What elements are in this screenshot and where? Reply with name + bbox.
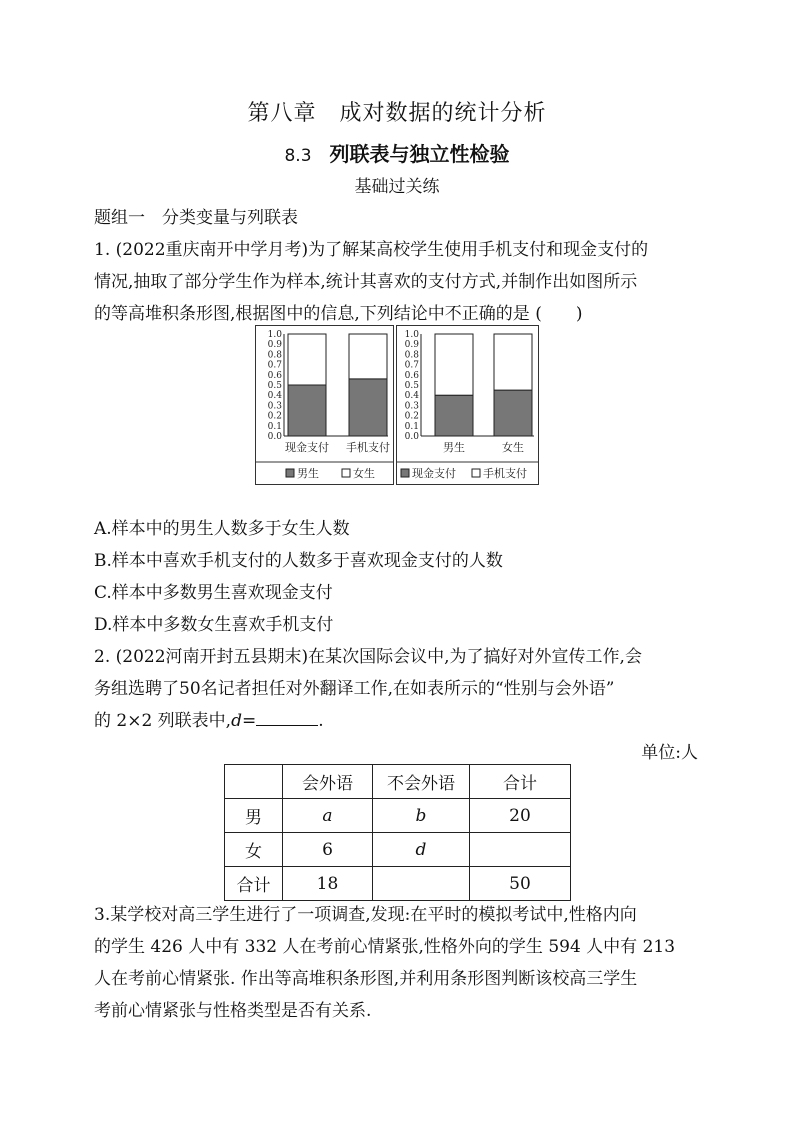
q3-line-4: 考前心情紧张与性格类型是否有关系. (94, 1001, 372, 1021)
q1-line-3-text: 的等高堆积条形图,根据图中的信息,下列结论中不正确的是 ( (94, 304, 542, 324)
q1-option-b: B.样本中喜欢手机支付的人数多于喜欢现金支付的人数 (94, 551, 503, 571)
y-tick-label: 0.8 (404, 350, 419, 361)
y-tick-label: 0.2 (267, 411, 282, 422)
y-tick-label: 0.4 (404, 391, 419, 402)
bar-segment (349, 334, 387, 379)
x-tick-label: 手机支付 (346, 441, 390, 454)
q1-line-3 (94, 299, 582, 324)
chapter-title: 第八章 成对数据的统计分析 (247, 101, 547, 126)
bar-segment (435, 334, 473, 395)
y-tick-label: 0.0 (404, 432, 419, 442)
q1-line-1: 1. (2022重庆南开中学月考)为了解某高校学生使用手机支付和现金支付的 (94, 240, 649, 260)
q2-line-3 (94, 706, 324, 731)
y-tick-label: 0.2 (404, 411, 419, 422)
bar-segment (349, 379, 387, 436)
table-row (225, 833, 571, 867)
table-cell: d (373, 833, 470, 867)
unit-label: 单位:人 (641, 743, 698, 763)
bar-segment (288, 334, 326, 385)
subtitle: 基础过关练 (354, 177, 440, 197)
table-row (225, 867, 571, 901)
y-tick-label: 0.0 (267, 432, 282, 442)
table-cell: b (373, 799, 470, 833)
x-tick-label: 现金支付 (285, 441, 329, 454)
y-tick-label: 0.7 (267, 360, 282, 371)
q2-line-1: 2. (2022河南开封五县期末)在某次国际会议中,为了搞好对外宣传工作,会 (94, 647, 642, 667)
q1-line-2: 情况,抽取了部分学生作为样本,统计其喜欢的支付方式,并制作出如图所示 (94, 272, 638, 292)
legend-swatch (286, 469, 294, 477)
q1-option-c: C.样本中多数男生喜欢现金支付 (94, 583, 333, 603)
y-tick-label: 0.9 (267, 340, 282, 351)
legend-label: 女生 (353, 467, 375, 480)
y-tick-label: 0.7 (404, 360, 419, 371)
q2-line-3-text: 的 2×2 列联表中, (94, 711, 232, 731)
chart-by-gender-svg (397, 326, 538, 484)
q2-var-d: d (231, 711, 242, 731)
y-tick-label: 1.0 (404, 330, 419, 340)
table-cell: 女 (225, 833, 283, 867)
legend-label: 手机支付 (483, 467, 527, 480)
x-tick-label: 男生 (443, 441, 465, 454)
legend-label: 现金支付 (412, 467, 456, 480)
y-tick-label: 0.4 (267, 391, 282, 402)
y-tick-label: 0.3 (267, 401, 282, 412)
table-cell (373, 867, 470, 901)
table-row (225, 799, 571, 833)
q1-option-d: D.样本中多数女生喜欢手机支付 (94, 615, 334, 635)
q3-line-2: 的学生 426 人中有 332 人在考前心情紧张,性格外向的学生 594 人中有 213 (94, 937, 676, 957)
section-title (0, 138, 794, 167)
y-tick-label: 0.6 (404, 370, 419, 381)
table-header-cell: 不会外语 (373, 765, 470, 799)
table-cell: a (283, 799, 373, 833)
contingency-table (224, 764, 571, 901)
y-tick-label: 0.5 (404, 381, 419, 391)
bar-segment (494, 390, 532, 436)
legend-swatch (472, 469, 480, 477)
y-tick-label: 0.3 (404, 401, 419, 412)
q1-option-a: A.样本中的男生人数多于女生人数 (94, 519, 350, 539)
table-header-cell: 合计 (470, 765, 571, 799)
x-tick-label: 女生 (502, 441, 524, 454)
y-tick-label: 0.5 (267, 381, 282, 391)
table-cell: 20 (470, 799, 571, 833)
bar-segment (435, 395, 473, 436)
section-name: 列联表与独立性检验 (329, 142, 510, 166)
table-header-cell: 会外语 (283, 765, 373, 799)
y-tick-label: 0.1 (404, 421, 419, 432)
y-tick-label: 0.9 (404, 340, 419, 351)
chart-by-payment-svg (256, 326, 393, 484)
chart-by-gender (396, 325, 539, 485)
table-cell: 合计 (225, 867, 283, 901)
y-tick-label: 1.0 (267, 330, 282, 340)
bar-segment (494, 334, 532, 390)
table-cell: 男 (225, 799, 283, 833)
bar-segment (288, 385, 326, 436)
table-cell: 18 (283, 867, 373, 901)
section-number: 8.3 (284, 146, 312, 166)
q3-line-1: 3.某学校对高三学生进行了一项调查,发现:在平时的模拟考试中,性格内向 (94, 905, 637, 925)
answer-blank (256, 711, 318, 726)
q1-close-paren: ) (575, 304, 583, 324)
q2-line-2: 务组选聘了50名记者担任对外翻译工作,在如表所示的“性别与会外语” (94, 679, 615, 699)
q3-line-3: 人在考前心情紧张. 作出等高堆积条形图,并利用条形图判断该校高三学生 (94, 969, 638, 989)
table-header-row (225, 765, 571, 799)
table-header-cell (225, 765, 283, 799)
y-tick-label: 0.1 (267, 421, 282, 432)
legend-label: 男生 (297, 467, 319, 480)
group-heading: 题组一 分类变量与列联表 (94, 208, 298, 228)
q2-eq: = (241, 711, 257, 731)
chart-by-payment (255, 325, 394, 485)
q2-end: . (318, 711, 324, 731)
y-tick-label: 0.6 (267, 370, 282, 381)
y-tick-label: 0.8 (267, 350, 282, 361)
table-cell: 50 (470, 867, 571, 901)
table-cell (470, 833, 571, 867)
legend-swatch (342, 469, 350, 477)
legend-swatch (401, 469, 409, 477)
table-cell: 6 (283, 833, 373, 867)
